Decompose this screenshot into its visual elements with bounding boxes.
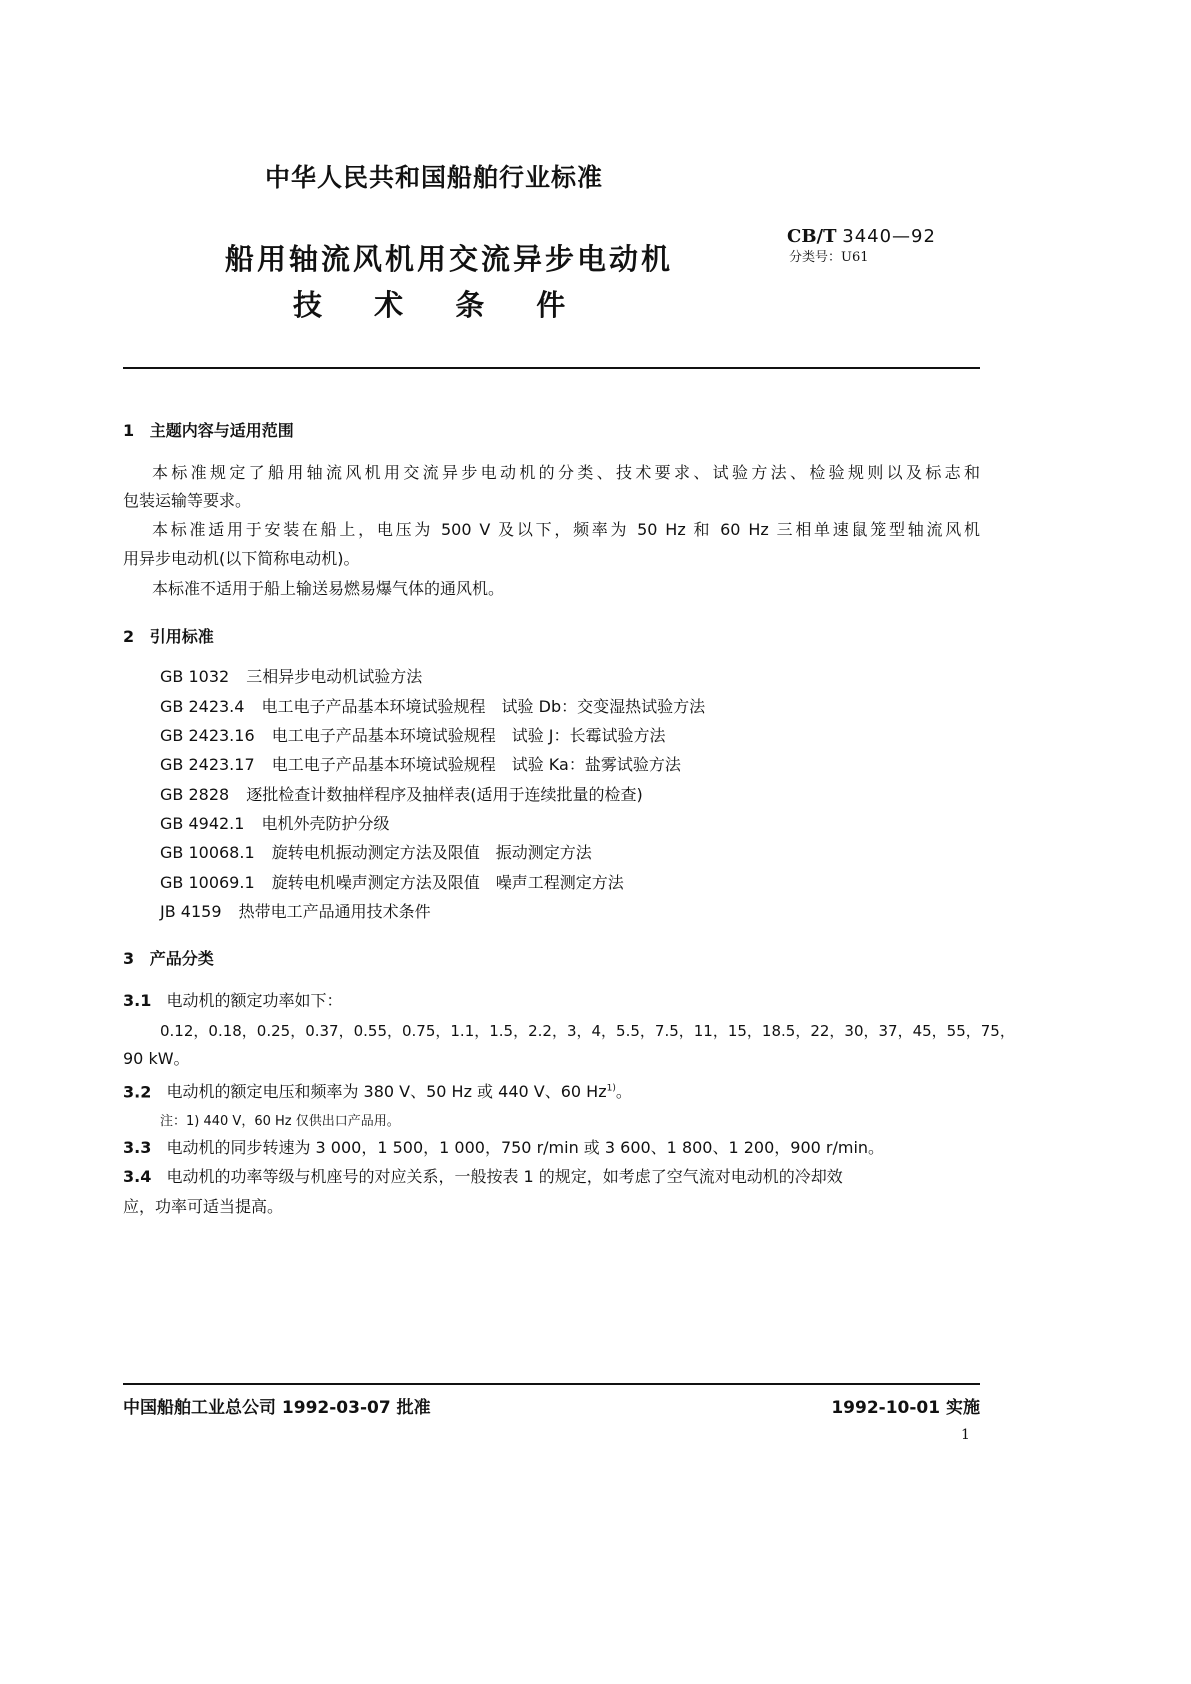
reference-title: 电工电子产品基本环境试验规程 试验 Ka：盐雾试验方法 (271, 755, 681, 774)
standard-org-line: 中华人民共和国船舶行业标准 (265, 163, 604, 192)
footer-divider (123, 1383, 980, 1385)
document-subtitle: 技 术 条 件 (293, 288, 566, 322)
classification-value: U61 (841, 250, 869, 265)
reference-title: 热带电工产品通用技术条件 (238, 902, 431, 921)
clause-3-1 (123, 991, 342, 1011)
clause-number: 3.2 (123, 1082, 152, 1102)
section-title: 主题内容与适用范围 (149, 421, 294, 440)
header-divider (123, 367, 980, 369)
clause-3-2 (123, 1079, 632, 1102)
section-1-heading (123, 418, 294, 441)
footnote: 注：1) 440 V，60 Hz 仅供出口产品用。 (160, 1114, 400, 1129)
approval-line: 中国船舶工业总公司 1992-03-07 批准 (123, 1398, 431, 1418)
scope-paragraph-2-line-1: 本标准适用于安装在船上，电压为 500 V 及以下，频率为 50 Hz 和 60 Hz 三相单速鼠笼型轴流风机 (152, 520, 980, 539)
rated-power-values-line-1: 0.12，0.18，0.25，0.37，0.55，0.75，1.1，1.5，2.2，3，4，5.5，7.5，11，15，18.5，22，30，37，45，55，75， (160, 1022, 1015, 1040)
reference-title: 三相异步电动机试验方法 (246, 667, 423, 686)
reference-item (160, 814, 390, 834)
clause-text: 电动机的同步转速为 3 000，1 500，1 000，750 r/min 或 3 600、1 800、1 200，900 r/min。 (166, 1138, 885, 1157)
clause-3-4-line-2: 应，功率可适当提高。 (123, 1197, 284, 1216)
clause-text: 电动机的功率等级与机座号的对应关系，一般按表 1 的规定，如考虑了空气流对电动机的冷却效 (166, 1167, 843, 1186)
reference-item (160, 902, 431, 922)
clause-3-4 (123, 1167, 980, 1187)
rated-power-values-line-2: 90 kW。 (123, 1049, 190, 1068)
classification-code (789, 246, 869, 265)
reference-item (160, 873, 624, 893)
reference-code: GB 2828 (160, 785, 230, 804)
reference-title: 电机外壳防护分级 (261, 814, 390, 833)
reference-title: 旋转电机噪声测定方法及限值 噪声工程测定方法 (271, 873, 624, 892)
reference-code: GB 1032 (160, 667, 230, 686)
page-number: 1 (961, 1427, 970, 1443)
section-2-heading (123, 624, 214, 647)
standard-code: 3440—92 (842, 226, 936, 247)
reference-code: GB 2423.4 (160, 697, 245, 716)
section-title: 产品分类 (149, 949, 214, 968)
clause-text: 电动机的额定功率如下： (166, 991, 343, 1010)
clause-number: 3.4 (123, 1167, 152, 1186)
reference-code: GB 2423.17 (160, 755, 255, 774)
reference-title: 旋转电机振动测定方法及限值 振动测定方法 (271, 843, 592, 862)
reference-code: GB 4942.1 (160, 814, 245, 833)
reference-code: GB 10069.1 (160, 873, 255, 892)
footnote-ref: 1) (606, 1084, 616, 1094)
section-title: 引用标准 (149, 627, 214, 646)
reference-item (160, 843, 592, 863)
reference-code: GB 10068.1 (160, 843, 255, 862)
reference-item (160, 726, 666, 746)
section-number: 3 (123, 949, 135, 968)
reference-title: 电工电子产品基本环境试验规程 试验 J：长霉试验方法 (271, 726, 666, 745)
clause-number: 3.3 (123, 1138, 152, 1157)
document-title: 船用轴流风机用交流异步电动机 (225, 242, 674, 276)
standard-number (787, 226, 936, 247)
clause-number: 3.1 (123, 991, 152, 1010)
scope-paragraph-1-line-1: 本标准规定了船用轴流风机用交流异步电动机的分类、技术要求、试验方法、检验规则以及标志和 (152, 463, 980, 482)
scope-paragraph-3: 本标准不适用于船上输送易燃易爆气体的通风机。 (152, 579, 505, 598)
reference-title: 电工电子产品基本环境试验规程 试验 Db：交变湿热试验方法 (261, 697, 706, 716)
standard-prefix: CB/T (787, 226, 837, 247)
classification-label: 分类号： (789, 250, 842, 265)
reference-item (160, 755, 681, 775)
reference-item (160, 785, 643, 805)
clause-text (166, 1082, 631, 1101)
clause-end: 。 (615, 1082, 632, 1102)
section-number: 1 (123, 421, 135, 440)
implementation-date: 1992-10-01 实施 (831, 1398, 980, 1418)
reference-code: GB 2423.16 (160, 726, 255, 745)
section-3-heading (123, 946, 214, 969)
reference-title: 逐批检查计数抽样程序及抽样表(适用于连续批量的检查) (246, 785, 643, 804)
reference-item (160, 697, 705, 717)
scope-paragraph-1-line-2: 包装运输等要求。 (123, 491, 252, 510)
section-number: 2 (123, 627, 135, 646)
clause-3-3 (123, 1138, 884, 1158)
clause-body: 电动机的额定电压和频率为 380 V、50 Hz 或 440 V、60 Hz (166, 1082, 607, 1102)
scope-paragraph-2-line-2: 用异步电动机(以下简称电动机)。 (123, 549, 360, 568)
reference-code: JB 4159 (160, 902, 222, 921)
reference-item (160, 667, 422, 687)
